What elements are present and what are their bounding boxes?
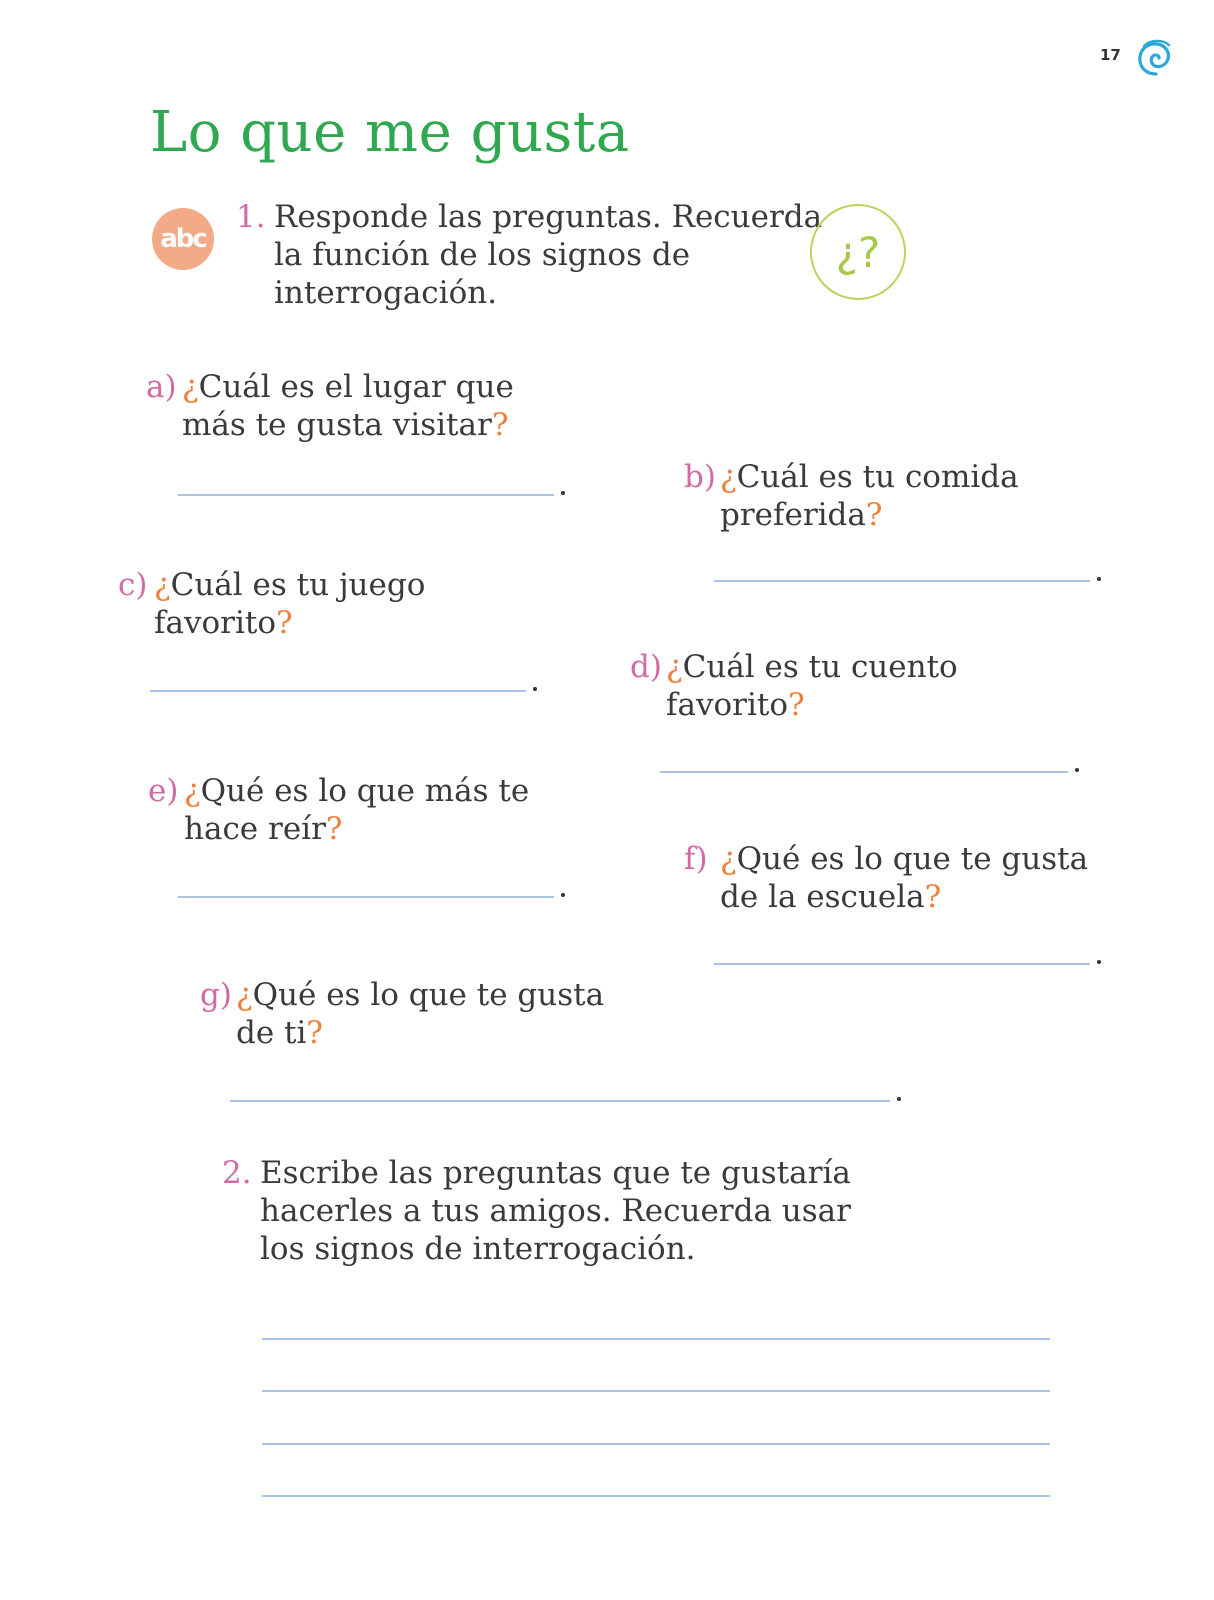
question-letter: a)	[146, 369, 177, 405]
instruction-line: la función de los signos de	[274, 237, 691, 273]
close-question-mark: ?	[306, 1015, 324, 1051]
open-question-mark: ¿	[666, 649, 683, 685]
period-dot	[561, 491, 565, 495]
question-text: hace reír	[184, 811, 326, 847]
question-d	[630, 648, 1050, 728]
question-letter: c)	[118, 567, 148, 603]
instruction-line: Responde las preguntas. Recuerda	[274, 199, 823, 235]
writing-line[interactable]	[262, 1390, 1050, 1392]
question-text: favorito	[154, 605, 276, 641]
answer-line-a[interactable]	[178, 494, 554, 496]
period-dot	[1097, 577, 1101, 581]
open-question-mark: ¿	[154, 567, 171, 603]
instruction-line: los signos de interrogación.	[260, 1231, 696, 1267]
close-question-mark: ?	[788, 687, 805, 723]
question-text: Cuál es tu juego	[170, 567, 426, 603]
open-question-mark: ¿	[236, 977, 253, 1013]
open-question-mark: ¿	[720, 459, 737, 495]
instruction-line: hacerles a tus amigos. Recuerda usar	[260, 1193, 851, 1229]
instruction-line: Escribe las preguntas que te gustaría	[260, 1155, 851, 1191]
close-question-mark: ?	[491, 407, 509, 443]
question-b	[684, 458, 1104, 538]
question-letter: b)	[684, 459, 716, 495]
answer-line-g[interactable]	[230, 1100, 890, 1102]
question-letter: f)	[684, 841, 708, 877]
instruction-line: interrogación.	[274, 275, 498, 311]
question-text: Qué es lo que te gusta	[736, 841, 1089, 877]
question-text: Cuál es tu cuento	[682, 649, 958, 685]
answer-line-b[interactable]	[714, 580, 1090, 582]
instruction-2	[222, 1154, 851, 1274]
question-text: preferida	[720, 497, 866, 533]
instruction-number: 1.	[236, 199, 266, 235]
question-c	[118, 566, 538, 646]
period-dot	[897, 1097, 901, 1101]
question-f	[684, 840, 1124, 920]
writing-line[interactable]	[262, 1338, 1050, 1340]
question-letter: e)	[148, 773, 179, 809]
writing-line[interactable]	[262, 1443, 1050, 1445]
close-question-mark: ?	[865, 497, 883, 533]
answer-line-c[interactable]	[150, 690, 526, 692]
question-text: de la escuela	[720, 879, 925, 915]
period-dot	[1097, 960, 1101, 964]
page-number: 17	[1100, 46, 1121, 64]
open-question-mark: ¿	[720, 841, 737, 877]
open-question-mark: ¿	[184, 773, 201, 809]
question-g	[200, 976, 640, 1056]
writing-line[interactable]	[262, 1495, 1050, 1497]
question-text: Qué es lo que te gusta	[252, 977, 605, 1013]
question-text: Cuál es tu comida	[736, 459, 1019, 495]
period-dot	[1075, 768, 1079, 772]
instruction-1	[236, 198, 823, 318]
question-letter: d)	[630, 649, 662, 685]
question-text: Cuál es el lugar que	[198, 369, 514, 405]
answer-line-d[interactable]	[660, 771, 1068, 773]
question-text: de ti	[236, 1015, 307, 1051]
question-e	[148, 772, 568, 852]
close-question-mark: ?	[325, 811, 343, 847]
abc-badge: abc	[152, 208, 214, 270]
close-question-mark: ?	[276, 605, 293, 641]
answer-line-f[interactable]	[714, 963, 1090, 965]
open-question-mark: ¿	[182, 369, 199, 405]
question-text: favorito	[666, 687, 788, 723]
question-a	[146, 368, 566, 448]
question-letter: g)	[200, 977, 232, 1013]
question-text: Qué es lo que más te	[200, 773, 530, 809]
close-question-mark: ?	[924, 879, 942, 915]
period-dot	[561, 893, 565, 897]
instruction-number: 2.	[222, 1155, 252, 1191]
swirl-icon	[1136, 38, 1176, 78]
answer-line-e[interactable]	[178, 896, 554, 898]
question-text: más te gusta visitar	[182, 407, 492, 443]
page-title: Lo que me gusta	[150, 100, 630, 165]
question-marks-badge: ¿?	[810, 204, 906, 300]
period-dot	[533, 687, 537, 691]
